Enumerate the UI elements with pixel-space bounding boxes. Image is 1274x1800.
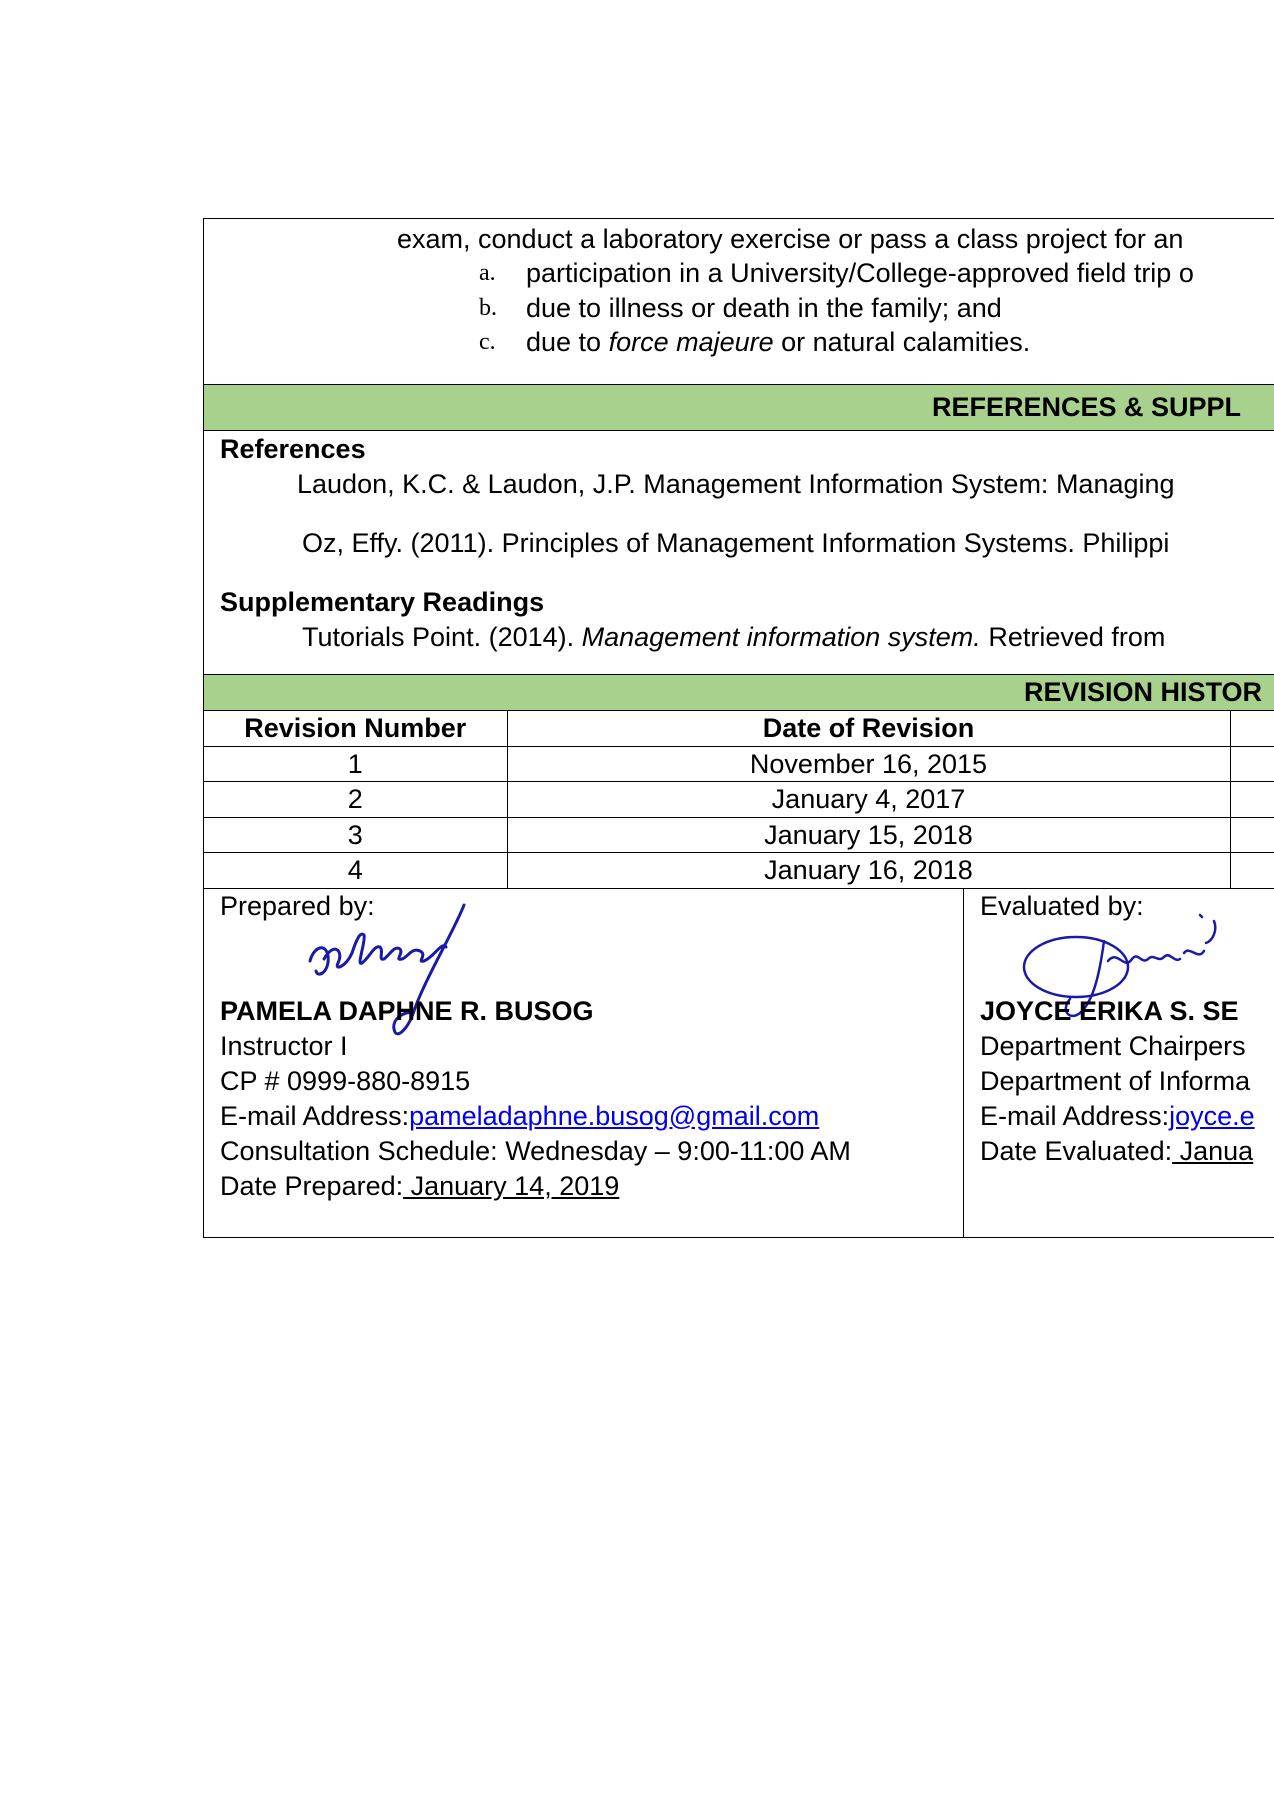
revision-extra-cell: [1230, 817, 1274, 853]
supplementary-item-italic: Management information system.: [581, 622, 981, 652]
evaluated-by-name: JOYCE ERIKA S. SE: [980, 995, 1239, 1026]
evaluated-by-label: Evaluated by:: [980, 890, 1144, 921]
list-marker-c: c.: [479, 329, 496, 355]
table-row: [204, 746, 1274, 782]
date-label: Date Evaluated:: [980, 1135, 1173, 1166]
prepared-by-name: PAMELA DAPHNE R. BUSOG: [220, 995, 594, 1026]
reference-item: Oz, Effy. (2011). Principles of Management Information Systems. Philippi: [302, 528, 1170, 558]
date-label: Date Prepared:: [220, 1170, 404, 1201]
policy-continuation: [204, 219, 1274, 385]
revision-number-cell: 2: [204, 782, 507, 818]
prepared-by-phone: CP # 0999-880-8915: [220, 1065, 471, 1096]
list-marker-a: a.: [479, 260, 496, 286]
references-band: [204, 385, 1274, 431]
table-row: [204, 782, 1274, 818]
revision-table-header: [204, 711, 1274, 746]
revision-date-cell: January 15, 2018: [507, 817, 1230, 853]
list-item-c-italic: force majeure: [608, 327, 774, 357]
revision-extra-cell: [1230, 782, 1274, 818]
prepared-by-label: Prepared by:: [220, 890, 375, 921]
revision-number-cell: 3: [204, 817, 507, 853]
evaluated-date: Janua: [1172, 1135, 1254, 1166]
list-item-c-text-end: or natural calamities.: [773, 327, 1031, 357]
revision-history-band-title: REVISION HISTOR: [1024, 677, 1263, 707]
evaluated-by-title: Department Chairpers: [980, 1030, 1246, 1061]
references-band-title: REFERENCES & SUPPL: [932, 392, 1242, 422]
revision-date-cell: November 16, 2015: [507, 746, 1230, 782]
list-marker-b: b.: [479, 295, 497, 321]
revision-date-cell: January 4, 2017: [507, 782, 1230, 818]
list-item-b: due to illness or death in the family; and: [526, 293, 1002, 323]
revision-number-cell: 4: [204, 853, 507, 889]
prepared-by-title: Instructor I: [220, 1030, 348, 1061]
prepared-by-block: [204, 889, 964, 1237]
policy-line: exam, conduct a laboratory exercise or pass a class project for an: [397, 224, 1184, 254]
table-row: [204, 853, 1274, 889]
prepared-email-link[interactable]: pameladaphne.busog@gmail.com: [409, 1100, 820, 1131]
revision-extra-cell: [1230, 746, 1274, 782]
supplementary-heading: Supplementary Readings: [220, 587, 545, 617]
list-item-c-text: due to: [526, 327, 609, 357]
signature-section: [204, 889, 1274, 1237]
revision-extra-cell: [1230, 853, 1274, 889]
document-table: [203, 218, 1274, 1238]
supplementary-item-text-end: Retrieved from: [980, 622, 1166, 652]
revision-history-band: [204, 675, 1274, 711]
list-item-c: [526, 326, 1030, 358]
prepared-date: January 14, 2019: [403, 1170, 620, 1201]
revision-table: [204, 711, 1274, 889]
evaluated-by-department: Department of Informa: [980, 1065, 1251, 1096]
table-row: [204, 817, 1274, 853]
evaluated-email-link[interactable]: joyce.e: [1169, 1100, 1255, 1131]
evaluated-by-date-row: [980, 1134, 1253, 1169]
header-revision-number: Revision Number: [204, 711, 507, 746]
reference-item: Laudon, K.C. & Laudon, J.P. Management Information System: Managing: [297, 469, 1175, 499]
supplementary-item: [302, 621, 1165, 653]
header-extra: [1230, 711, 1274, 746]
evaluated-by-block: [964, 889, 1274, 1237]
revision-number-cell: 1: [204, 746, 507, 782]
supplementary-item-text: Tutorials Point. (2014).: [302, 622, 582, 652]
revision-date-cell: January 16, 2018: [507, 853, 1230, 889]
prepared-by-email-row: [220, 1099, 819, 1134]
header-date-of-revision: Date of Revision: [507, 711, 1230, 746]
email-label: E-mail Address:: [980, 1100, 1170, 1131]
prepared-by-date-row: [220, 1169, 619, 1204]
prepared-by-consultation: Consultation Schedule: Wednesday – 9:00-11:00 AM: [220, 1135, 851, 1166]
references-section: [204, 431, 1274, 675]
references-heading: References: [220, 434, 366, 464]
email-label: E-mail Address:: [220, 1100, 410, 1131]
list-item-a: participation in a University/College-approved field trip o: [526, 258, 1194, 288]
evaluated-by-email-row: [980, 1099, 1255, 1134]
